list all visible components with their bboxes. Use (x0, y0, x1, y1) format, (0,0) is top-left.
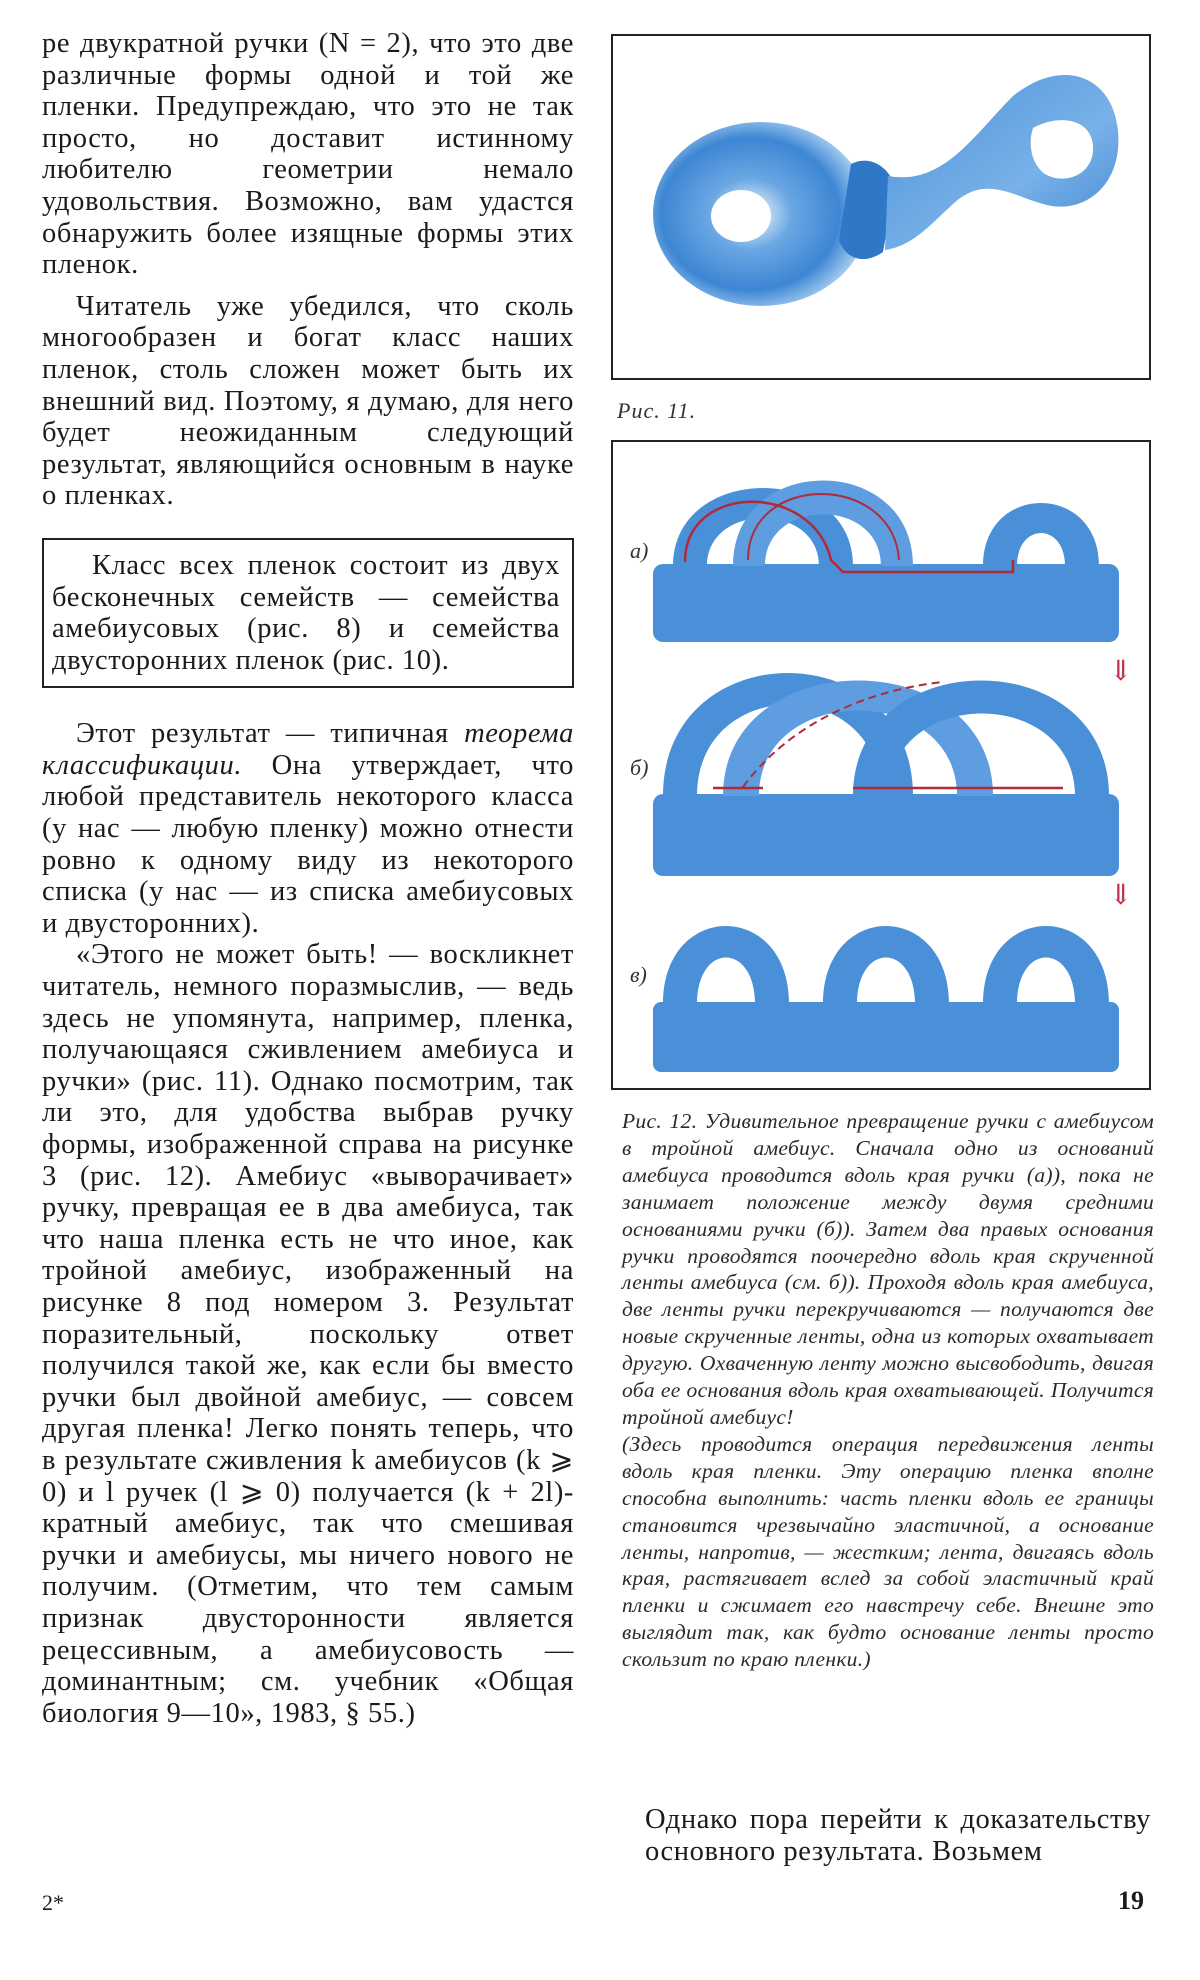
torus-hole (711, 190, 771, 242)
figure-11 (611, 34, 1151, 380)
paragraph-3-tail: Она утверждает, что любой представитель некоторого класса (у нас — любую пленку) можно отнести ровно к одному виду из некоторого списка (у нас — из списка амебиусовых и двусторонних). (42, 749, 574, 939)
page-number: 19 (1118, 1886, 1144, 1915)
paragraph-1: ре двукратной ручки (N = 2), что это две различные формы одной и той же пленки. Предупреждаю, что это не так просто, но доставит истинному любителю геометрии немало удовольствия. Возможно, вам удастся обнаружить более изящные формы этих пленок. (42, 28, 574, 281)
caption-note: (Здесь проводится операция передвижения ленты вдоль края пленки. Эту операцию пленка вполне способна выполнить: часть пленки вдоль ее границы становится чрезвычайно эластичной, а основание ленты, напротив, — жестким; лента, двигаясь вдоль края, растягивает вслед за собой эластичный край пленки и сжимает его навстречу себе. Внешне это выглядит так, как будто основание ленты просто скользит по краю пленки.) (622, 1431, 1154, 1672)
paragraph-2: Читатель уже убедился, что сколь многообразен и богат класс наших пленок, столь сложен может быть их внешний вид. Поэтому, я думаю, для него будет неожиданным следующий результат, являющийся основным в науке о пленках. (42, 290, 574, 512)
figure-12-label-a: а) (630, 538, 649, 563)
left-column (42, 28, 574, 1729)
down-arrow-1: ⇓ (1109, 656, 1133, 687)
figure-12-caption (622, 1108, 1154, 1673)
figure-12-illustration (613, 442, 1149, 1088)
panel-c (653, 926, 1119, 1072)
figure-11-illustration (613, 36, 1149, 378)
paragraph-4: «Этого не может быть! — воскликнет читатель, немного поразмыслив, — ведь здесь не упомянута, например, пленка, получающаяся сживлением амебиуса и ручки» (рис. 11). Однако посмотрим, так ли это, для удобства выбрав ручку формы, изображенной справа на рисунке 3 (рис. 12). Амебиус «выворачивает» ручку, превращая ее в два амебиуса, так что наша пленка есть не что иное, как тройной амебиус, изображенный на рисунке 8 под номером 3. Результат поразительный, поскольку ответ получился такой же, как если бы вместо ручки был двойной амебиус, — совсем другая пленка! Легко понять теперь, что в результате сживления k амебиусов (k ⩾ 0) и l ручек (l ⩾ 0) получается (k + 2l)-кратный амебиус, так что смешивая ручки и амебиусы, мы ничего нового не получим. (Отметим, что тем самым признак двусторонности является рецессивным, а амебиусовость — доминантным; см. учебник «Общая биология 9—10», 1983, § 55.) (42, 939, 574, 1729)
figure-11-label: Рис. 11. (617, 398, 697, 423)
figure-12-label-c: в) (630, 962, 647, 987)
paragraph-3-lead: Этот результат — типичная (76, 718, 465, 750)
figure-12-label-b: б) (630, 755, 649, 780)
figure-12 (611, 440, 1151, 1090)
theorem-term: теорема классификации. (42, 718, 574, 781)
signature-mark: 2* (42, 1890, 64, 1915)
paragraph-3 (42, 718, 574, 939)
theorem-box: Класс всех пленок состоит из двух бесконечных семейств — семейства амебиусовых (рис. 8) и семейства двусторонних пленок (рис. 10). (42, 538, 574, 688)
panel-a (653, 481, 1119, 643)
right-continuation: Однако пора перейти к доказательству основного результата. Возьмем (645, 1804, 1151, 1867)
down-arrow-2: ⇓ (1109, 880, 1133, 911)
panel-b (653, 673, 1119, 876)
caption-main: Рис. 12. Удивительное превращение ручки с амебиусом в тройной амебиус. Сначала одно из оснований амебиуса проводится вдоль края ручки (а)), пока не занимает положение между двумя средними основаниями ручки (б)). Затем два правых основания ручки проводятся поочередно вдоль края скрученной ленты амебиуса (см. б)). Проходя вдоль края амебиуса, две ленты ручки перекручиваются — получаются две новые скрученные ленты, одна из которых охватывает другую. Охваченную ленту можно высвободить, двигая оба ее основания вдоль края охватывающей. Получится тройной амебиус! (622, 1109, 1154, 1429)
